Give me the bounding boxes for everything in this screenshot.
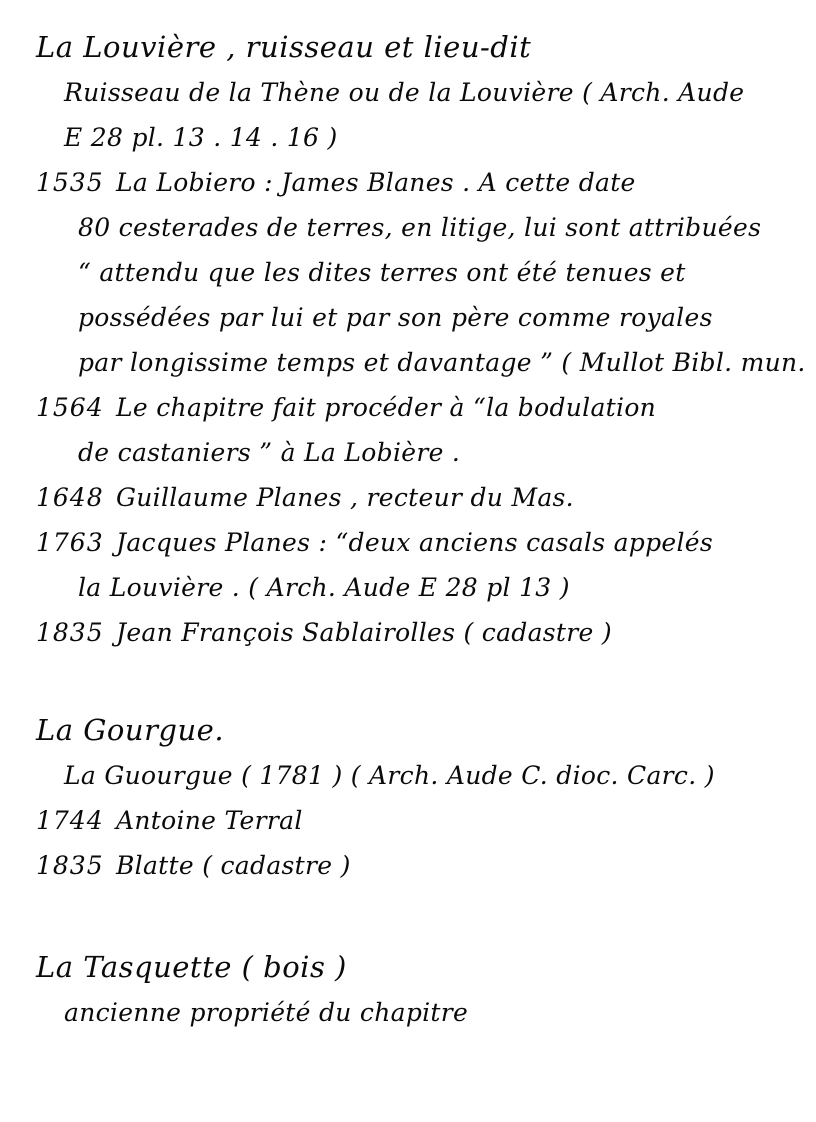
entry-line: [36, 475, 798, 520]
entry-line: [36, 798, 798, 843]
entry-line: La Guourgue ( 1781 ) ( Arch. Aude C. dioc. Carc. ): [64, 761, 715, 790]
entry-line: par longissime temps et davantage ” ( Mullot Bibl. mun.: [78, 348, 806, 377]
entry-line: [36, 385, 798, 430]
entry-date: 1835: [36, 851, 104, 880]
entry-text: Le chapitre fait procéder à “la bodulation: [116, 393, 657, 422]
entry-date: 1835: [36, 618, 104, 647]
entry-text: La Lobiero : James Blanes . A cette date: [116, 168, 636, 197]
entry-text: Jean François Sablairolles ( cadastre ): [116, 618, 612, 647]
entry-line: “ attendu que les dites terres ont été tenues et: [78, 258, 686, 287]
section-la-gourgue: [36, 707, 798, 888]
entry-line: [36, 520, 798, 565]
entry-line: possédées par lui et par son père comme royales: [78, 303, 713, 332]
entry-line: [36, 843, 798, 888]
entry-line: ancienne propriété du chapitre: [64, 998, 469, 1027]
entry-date: 1744: [36, 806, 104, 835]
entry-text: Jacques Planes : “deux anciens casals appelés: [116, 528, 714, 557]
entry-date: 1535: [36, 168, 104, 197]
entry-text: Blatte ( cadastre ): [116, 851, 351, 880]
entry-line: Ruisseau de la Thène ou de la Louvière ( Arch. Aude: [64, 78, 745, 107]
entry-text: Guillaume Planes , recteur du Mas.: [116, 483, 574, 512]
entry-line: [36, 160, 798, 205]
entry-text: Antoine Terral: [116, 806, 303, 835]
entry-line: la Louvière . ( Arch. Aude E 28 pl 13 ): [78, 573, 570, 602]
section-title: La Louvière , ruisseau et lieu-dit: [36, 30, 532, 64]
entry-line: [36, 610, 798, 655]
entry-date: 1564: [36, 393, 104, 422]
section-la-tasquette: [36, 944, 798, 1035]
entry-line: 80 cesterades de terres, en litige, lui sont attribuées: [78, 213, 762, 242]
section-title: La Tasquette ( bois ): [36, 950, 347, 984]
entry-line: E 28 pl. 13 . 14 . 16 ): [64, 123, 338, 152]
section-title: La Gourgue.: [36, 713, 225, 747]
section-la-louviere: [36, 24, 806, 655]
entry-line: de castaniers ” à La Lobière .: [78, 438, 461, 467]
entry-date: 1648: [36, 483, 104, 512]
entry-date: 1763: [36, 528, 104, 557]
